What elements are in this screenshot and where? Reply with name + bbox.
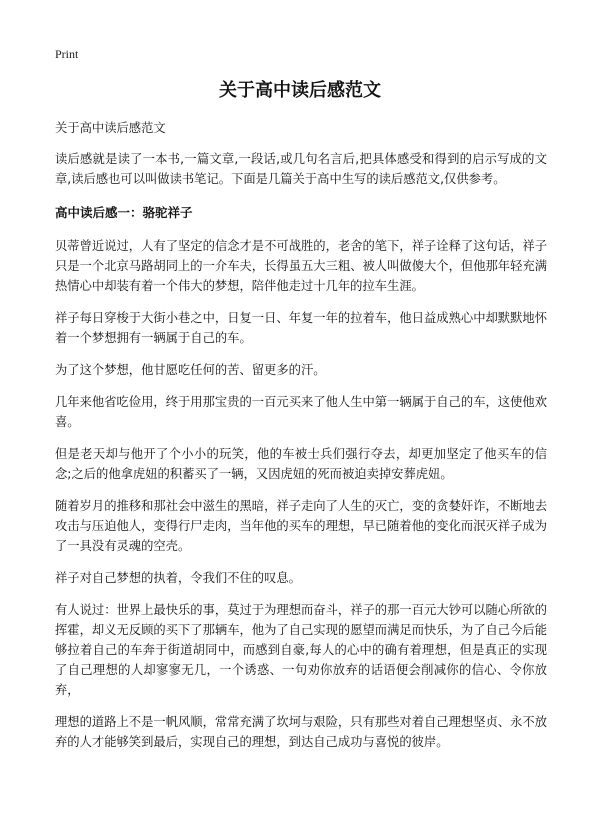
body-paragraph: 祥子对自己梦想的执着，令我们不住的叹息。 [55,571,301,585]
body-paragraph: 祥子每日穿梭于大街小巷之中，日复一日、年复一年的拉着车，他日益成熟心中却默默地怀着一个梦想拥有一辆属于自己的车。 [55,311,547,345]
body-paragraph: 理想的道路上不是一帆风顺，常常充满了坎坷与艰险，只有那些对着自己理想坚贞、永不放弃的人才能够笑到最后，实现自己的理想，到达自己成功与喜悦的彼岸。 [55,715,547,749]
print-link[interactable]: Print [55,47,79,61]
document-title: 关于高中读后感范文 [219,80,381,101]
body-paragraph: 贝蒂曾近说过，人有了坚定的信念才是不可战胜的，老舍的笔下，祥子诠释了这句话，祥子只是一个北京马路胡同上的一介车夫，长得虽五大三粗、被人叫做傻大个，但他那年轻充满热情心中却装有着一个伟大的梦想，陪伴他走过十几年的拉车生涯。 [55,239,547,293]
section-heading: 高中读后感一：骆驼祥子 [55,205,193,220]
document-subtitle: 关于高中读后感范文 [55,121,166,135]
body-paragraph: 但是老天却与他开了个小小的玩笑，他的车被士兵们强行夺去，却更加坚定了他买车的信念;之后的他拿虎妞的积蓄买了一辆，又因虎妞的死而被迫卖掉安葬虎妞。 [55,447,547,481]
body-paragraph: 随着岁月的推移和那社会中滋生的黑暗，祥子走向了人生的灭亡，变的贪婪奸诈，不断地去攻击与压迫他人，变得行尸走肉，当年他的买车的理想，早已随着他的变化而泯灭祥子成为了一具没有灵魂的空壳。 [55,499,547,553]
body-paragraph: 有人说过：世界上最快乐的事，莫过于为理想而奋斗，祥子的那一百元大钞可以随心所欲的挥霍，却义无反顾的买下了那辆车，他为了自己实现的愿望而满足而快乐，为了自己今后能够拉着自己的车奔于街道胡同中，而感到自豪,每人的心中的确有着理想，但是真正的实现了自己理想的人却寥寥无几，一个诱惑、一句劝你放弃的话语便会削减你的信心、令你放弃， [55,603,547,697]
document-body [55,118,547,764]
body-paragraph: 几年来他省吃俭用，终于用那宝贵的一百元买来了他人生中第一辆属于自己的车，这使他欢喜。 [55,395,547,429]
body-paragraph: 为了这个梦想，他甘愿吃任何的苦、留更多的汗。 [55,363,326,377]
intro-paragraph: 读后感就是读了一本书,一篇文章,一段话,或几句名言后,把具体感受和得到的启示写成的文章,读后感也可以叫做读书笔记。下面是几篇关于高中生写的读后感范文,仅供参考。 [55,152,547,186]
